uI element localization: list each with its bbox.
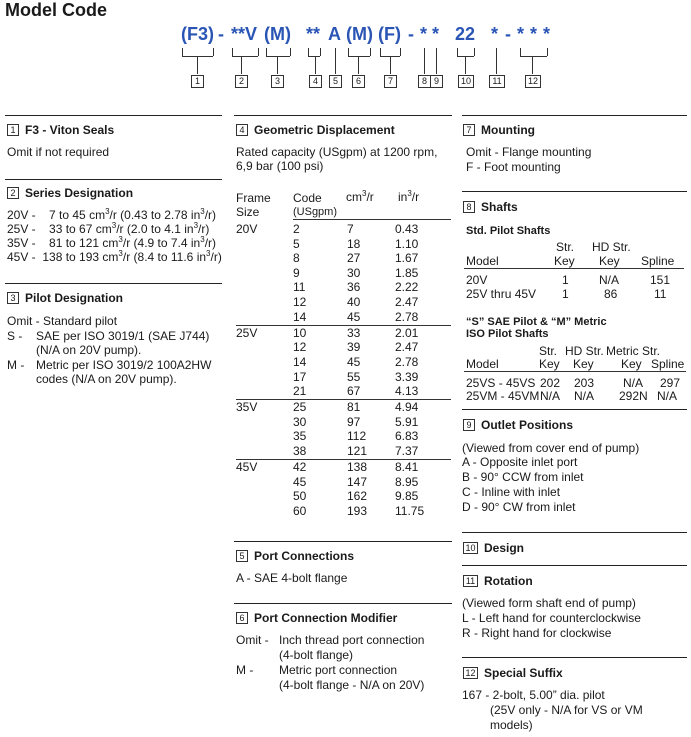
shaft-value: 292N <box>619 389 648 403</box>
cm3-value: 67 <box>347 384 361 399</box>
section-number: 7 <box>463 124 475 136</box>
shaft-value: 1 <box>562 273 569 287</box>
code-box: 5 <box>329 75 342 88</box>
code-part: * <box>543 24 551 44</box>
section-1-heading <box>7 123 114 137</box>
in3-value: 4.94 <box>395 400 419 415</box>
section-number: 10 <box>463 542 478 554</box>
table-row <box>236 326 451 341</box>
code-value: 10 <box>293 325 307 340</box>
table-row <box>236 415 451 430</box>
table-row <box>236 266 451 281</box>
series-end: /r) <box>204 208 217 222</box>
cm3-value: 112 <box>347 429 367 444</box>
code-part: (M) <box>264 24 291 44</box>
series-model: 35V - <box>7 236 36 250</box>
table-row <box>236 384 451 399</box>
pilot-omit: Omit - Standard pilot <box>7 314 118 328</box>
code-part: 22 <box>455 24 476 44</box>
series-row <box>7 207 216 222</box>
section-number: 1 <box>7 124 19 136</box>
in3-value: 8.95 <box>395 474 419 489</box>
unit-sup: 3 <box>200 207 205 216</box>
outlet-line: A - Opposite inlet port <box>462 455 578 469</box>
col-head: Spline <box>641 254 675 268</box>
section-title: Port Connections <box>254 549 355 563</box>
section-number: 3 <box>7 292 19 304</box>
code-part: A <box>328 24 341 44</box>
code-value: 21 <box>293 384 307 399</box>
table-row <box>236 460 451 475</box>
section-title: Pilot Designation <box>25 291 124 305</box>
col-head: Key <box>573 357 594 371</box>
cm3-value: 55 <box>347 369 361 384</box>
section-9-heading <box>463 418 573 432</box>
in3-value: 1.85 <box>395 265 419 280</box>
col-head-cm <box>346 189 374 204</box>
in3-value: 7.37 <box>395 444 419 458</box>
col-head-code: (USgpm) <box>293 206 338 218</box>
shaft-value: N/A <box>540 389 561 403</box>
unit-sup: 3 <box>118 235 123 244</box>
series-rest: /r (8.4 to 11.6 in <box>122 250 207 264</box>
std-shafts-title: Std. Pilot Shafts <box>466 225 551 237</box>
code-part: (M) <box>346 24 373 44</box>
code-box: 12 <box>525 75 541 88</box>
section-title: F3 - Viton Seals <box>25 123 115 137</box>
frame-size: 25V <box>236 325 258 340</box>
col-head: Spline <box>651 357 685 371</box>
section-number: 4 <box>236 124 248 136</box>
cm3-value: 97 <box>347 414 361 429</box>
section-11-heading <box>463 574 533 588</box>
unit-sup: 3 <box>111 221 117 230</box>
rotation-line: R - Right hand for clockwise <box>462 626 612 640</box>
code-box: 1 <box>191 75 204 88</box>
col-head: Key <box>621 357 642 371</box>
section-title: Shafts <box>481 200 518 214</box>
shaft-value: 297 <box>660 376 681 390</box>
col-head: Str. <box>539 344 558 358</box>
outlet-line: C - Inline with inlet <box>462 485 561 499</box>
col-head: HD Str. <box>565 344 604 358</box>
code-part: (F) <box>378 24 401 44</box>
code-value: 45 <box>293 474 307 489</box>
code-part: ** <box>306 24 321 44</box>
modifier-key: Omit - <box>236 633 269 647</box>
frame-size: 35V <box>236 400 258 415</box>
table-row <box>236 222 451 237</box>
col-head: Key <box>554 254 575 268</box>
code-value: 11 <box>293 280 306 295</box>
sae-shafts-title: ISO Pilot Shafts <box>466 328 549 340</box>
series-row <box>7 221 209 236</box>
shaft-model: 25VS - 45VS <box>466 376 536 390</box>
shaft-value: 86 <box>604 287 618 301</box>
in3-value: 2.01 <box>395 325 419 340</box>
col-head: Model <box>466 254 499 268</box>
table-row <box>236 237 451 252</box>
in3-value: 2.78 <box>395 354 419 369</box>
cm3-value: 193 <box>347 503 368 518</box>
pilot-m-text: codes (N/A on 20V pump). <box>36 372 177 386</box>
table-row <box>236 429 451 444</box>
section-2-heading <box>7 186 133 200</box>
code-part: - <box>505 24 511 44</box>
cm3-value: 33 <box>347 325 361 340</box>
code-value: 60 <box>293 503 307 518</box>
shaft-value: N/A <box>657 389 678 403</box>
table-row <box>236 444 451 459</box>
code-value: 42 <box>293 460 307 475</box>
series-rest: /r (0.43 to 2.78 in <box>109 208 201 222</box>
in3-value: 9.85 <box>395 489 419 504</box>
code-value: 5 <box>293 236 300 251</box>
cm3-value: 27 <box>347 251 361 266</box>
code-part: **V <box>231 24 258 44</box>
unit-sup: 3 <box>362 189 367 198</box>
section-number: 12 <box>463 667 478 679</box>
shaft-value: 203 <box>574 376 595 390</box>
shaft-value: N/A <box>574 389 595 403</box>
in3-value: 6.83 <box>395 429 419 444</box>
modifier-key: M - <box>236 663 254 677</box>
cm3-value: 40 <box>347 295 361 309</box>
code-value: 12 <box>293 340 307 355</box>
col-head: Key <box>539 357 560 371</box>
series-range: 81 to 121 cm <box>49 236 119 250</box>
code-value: 50 <box>293 489 307 504</box>
series-end: /r) <box>210 250 222 264</box>
cm3-value: 45 <box>347 354 361 369</box>
suffix-line: models) <box>490 718 533 732</box>
col-head-frame: Frame <box>236 191 271 205</box>
pilot-s-text: (N/A on 20V pump). <box>36 343 142 357</box>
cm3-value: 147 <box>347 474 368 489</box>
code-value: 14 <box>293 354 307 369</box>
cm3-value: 39 <box>347 340 361 355</box>
head-cm-end: /r <box>366 190 374 204</box>
shaft-value: N/A <box>623 376 644 390</box>
code-part: (F3) <box>181 24 214 44</box>
unit-sup: 3 <box>407 189 412 198</box>
code-part: - <box>218 24 224 44</box>
code-value: 38 <box>293 444 307 458</box>
code-box: 6 <box>352 75 365 88</box>
in3-value: 3.39 <box>395 369 419 384</box>
in3-value: 11.75 <box>395 503 425 518</box>
section-12-heading <box>463 666 563 680</box>
col-head: Str. <box>556 240 575 254</box>
modifier-text: (4-bolt flange - N/A on 20V) <box>279 678 425 692</box>
table-row <box>236 370 451 385</box>
series-row <box>7 249 222 264</box>
code-value: 12 <box>293 295 307 309</box>
code-box: 9 <box>430 75 443 88</box>
table-row <box>236 475 451 490</box>
section-number: 6 <box>236 612 248 624</box>
cm3-value: 18 <box>347 236 361 251</box>
section-title: Port Connection Modifier <box>254 611 398 625</box>
section-title: Rotation <box>484 574 533 588</box>
frame-size: 20V <box>236 222 258 236</box>
series-row <box>7 235 216 250</box>
section-title: Design <box>484 541 525 555</box>
in3-value: 4.13 <box>395 384 419 399</box>
shaft-value: N/A <box>599 273 620 287</box>
port-connection-text: A - SAE 4-bolt flange <box>236 571 348 585</box>
page-title: Model Code <box>5 0 107 20</box>
series-range: 33 to 67 cm <box>49 222 112 236</box>
code-value: 17 <box>293 369 307 384</box>
code-value: 14 <box>293 309 307 324</box>
cm3-value: 45 <box>347 309 361 324</box>
shaft-value: 11 <box>654 287 667 301</box>
head-in: in <box>398 190 408 204</box>
section-10-heading <box>463 541 524 555</box>
cm3-value: 30 <box>347 265 361 280</box>
code-value: 2 <box>293 222 300 236</box>
col-head: HD Str. <box>592 240 631 254</box>
rotation-line: L - Left hand for counterclockwise <box>462 611 641 625</box>
unit-sup: 3 <box>105 207 110 216</box>
table-row <box>236 280 451 295</box>
section-6-heading <box>236 611 397 625</box>
in3-value: 5.91 <box>395 414 419 429</box>
frame-size: 45V <box>236 460 258 475</box>
code-part: * <box>432 24 440 44</box>
series-range: 138 to 193 cm <box>42 250 119 264</box>
code-part: - <box>408 24 414 44</box>
section-5-heading <box>236 549 354 563</box>
series-model: 25V - <box>7 222 36 236</box>
in3-value: 1.67 <box>395 251 419 266</box>
section-number: 9 <box>463 419 475 431</box>
pilot-s-key: S - <box>7 329 23 343</box>
section-title: Special Suffix <box>484 666 563 680</box>
pilot-s-text: SAE per ISO 3019/1 (SAE J744) <box>36 329 210 343</box>
shaft-model: 25VM - 45VM <box>466 389 540 403</box>
outlet-line: D - 90° CW from inlet <box>462 500 576 514</box>
table-row <box>236 400 451 415</box>
displacement-intro: 6,9 bar (100 psi) <box>236 159 324 173</box>
section-number: 2 <box>7 187 19 199</box>
table-row <box>236 310 451 325</box>
code-box: 11 <box>489 75 505 88</box>
outlet-line: B - 90° CCW from inlet <box>462 470 584 484</box>
code-box: 10 <box>458 75 474 88</box>
section-number: 11 <box>463 575 478 587</box>
series-model: 20V - <box>7 208 36 222</box>
modifier-text: (4-bolt flange) <box>279 648 354 662</box>
series-model: 45V - <box>7 250 36 264</box>
shaft-model: 25V thru 45V <box>466 287 537 301</box>
cm3-value: 7 <box>347 222 354 236</box>
cm3-value: 81 <box>347 400 361 415</box>
unit-sup: 3 <box>193 221 199 230</box>
shaft-value: 1 <box>562 287 569 301</box>
table-row <box>236 295 451 310</box>
displacement-intro: Rated capacity (USgpm) at 1200 rpm, <box>236 145 438 159</box>
in3-value: 2.47 <box>395 295 419 309</box>
section-7-heading <box>463 123 535 137</box>
code-value: 25 <box>293 400 307 415</box>
suffix-line: (25V only - N/A for VS or VM <box>490 703 643 717</box>
series-rest: /r (4.9 to 7.4 in <box>122 236 201 250</box>
in3-value: 0.43 <box>395 222 419 236</box>
mounting-line: F - Foot mounting <box>466 160 561 174</box>
section-title: Series Designation <box>25 186 134 200</box>
section-1-text: Omit if not required <box>7 145 110 159</box>
rotation-line: (Viewed form shaft end of pump) <box>462 596 636 610</box>
cm3-value: 138 <box>347 460 368 475</box>
section-title: Mounting <box>481 123 535 137</box>
shaft-model: 20V <box>466 273 488 287</box>
code-value: 9 <box>293 265 300 280</box>
pilot-m-text: Metric per ISO 3019/2 100A2HW <box>36 358 212 372</box>
code-part: * <box>517 24 525 44</box>
table-row <box>236 504 451 519</box>
section-title: Geometric Displacement <box>254 123 395 137</box>
cm3-value: 121 <box>347 444 368 458</box>
col-head: Metric Str. <box>606 344 661 358</box>
unit-sup: 3 <box>118 249 123 258</box>
code-value: 8 <box>293 251 300 266</box>
series-end: /r) <box>204 236 217 250</box>
cm3-value: 162 <box>347 489 368 504</box>
col-head-in <box>398 189 419 204</box>
head-in-end: /r <box>411 190 420 204</box>
in3-value: 2.47 <box>395 340 419 355</box>
in3-value: 1.10 <box>395 236 419 251</box>
head-cm: cm <box>346 190 362 204</box>
shaft-value: 202 <box>540 376 561 390</box>
code-box: 7 <box>384 75 397 88</box>
code-part: * <box>420 24 428 44</box>
col-head: Model <box>466 357 499 371</box>
col-head-code: Code <box>293 191 322 205</box>
unit-sup: 3 <box>200 235 205 244</box>
in3-value: 2.22 <box>395 280 419 295</box>
sae-shafts-title: “S” SAE Pilot & “M” Metric <box>466 316 607 328</box>
table-row <box>236 251 451 266</box>
code-value: 30 <box>293 414 307 429</box>
code-part: * <box>491 24 499 44</box>
unit-sup: 3 <box>206 249 211 258</box>
table-row <box>236 340 451 355</box>
code-value: 35 <box>293 429 307 444</box>
code-box: 4 <box>309 75 322 88</box>
outlet-line: (Viewed from cover end of pump) <box>462 441 640 455</box>
section-number: 5 <box>236 550 248 562</box>
suffix-line: 167 - 2-bolt, 5.00” dia. pilot <box>462 688 605 702</box>
table-row <box>236 489 451 504</box>
code-part: * <box>530 24 538 44</box>
section-3-heading <box>7 291 123 305</box>
code-box: 3 <box>271 75 284 88</box>
mounting-line: Omit - Flange mounting <box>466 145 592 159</box>
series-rest: /r (2.0 to 4.1 in <box>116 222 194 236</box>
code-box: 2 <box>235 75 248 88</box>
modifier-text: Inch thread port connection <box>279 633 425 647</box>
section-title: Outlet Positions <box>481 418 574 432</box>
in3-value: 8.41 <box>395 460 419 475</box>
col-head: Key <box>599 254 620 268</box>
series-end: /r) <box>198 222 210 236</box>
modifier-text: Metric port connection <box>279 663 398 677</box>
section-number: 8 <box>463 201 475 213</box>
section-8-heading <box>463 200 518 214</box>
in3-value: 2.78 <box>395 309 419 324</box>
pilot-m-key: M - <box>7 358 25 372</box>
cm3-value: 36 <box>347 280 361 295</box>
col-head-frame: Size <box>236 205 260 219</box>
shaft-value: 151 <box>650 273 671 287</box>
section-4-heading <box>236 123 395 137</box>
code-box: 8 <box>418 75 431 88</box>
series-range: 7 to 45 cm <box>49 208 106 222</box>
table-row <box>236 355 451 370</box>
